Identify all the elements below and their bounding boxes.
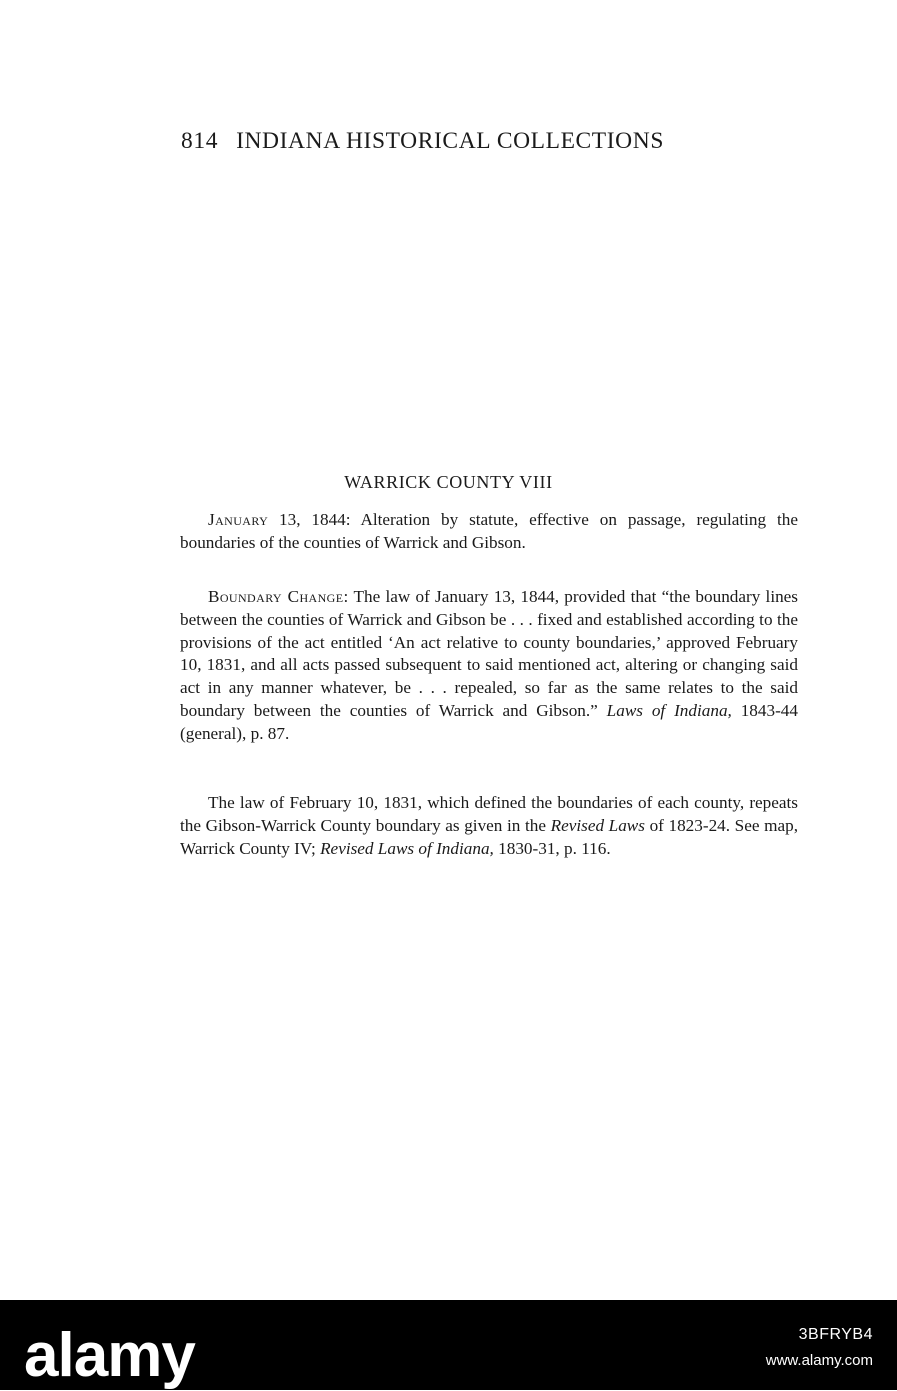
paragraph-text: 1843-44 (general), p. 87. xyxy=(180,700,798,743)
watermark-footer xyxy=(0,1300,897,1390)
section-title: WARRICK COUNTY VIII xyxy=(344,472,553,492)
citation-italic: Revised Laws of Indiana, xyxy=(320,838,494,858)
paragraph-date-entry xyxy=(180,509,798,555)
date-lead: January xyxy=(208,510,269,529)
brand-logo: alamy xyxy=(24,1321,195,1390)
paragraph-text: 1830-31, p. 116. xyxy=(493,838,611,858)
boundary-change-lead: Boundary Change: xyxy=(208,587,349,606)
stock-id: 3BFRYB4 xyxy=(798,1326,873,1343)
citation-italic: Revised Laws xyxy=(550,815,645,835)
citation-italic: Laws of Indiana, xyxy=(606,700,732,720)
paragraph-law-1831 xyxy=(180,792,798,860)
page-number: 814 xyxy=(181,128,219,154)
running-title: INDIANA HISTORICAL COLLECTIONS xyxy=(236,128,664,154)
paragraph-text: The law of January 13, 1844, provided that “the boundary lines between the counties of Warrick and Gibson be . . . fixed and established according to the provisions of the act entitled ‘An act relative to county boundaries,’ approved February 10, 1831, and all acts passed subsequent to said mentioned act, altering or changing said act in any manner whatever, be . . . repealed, so far as the same relates to the said boundary between the counties of Warrick and Gibson.” xyxy=(180,587,798,720)
running-head xyxy=(181,128,741,155)
paragraph-text: of 1823-24. See map, Warrick County IV; xyxy=(180,815,799,858)
paragraph-boundary-change xyxy=(180,586,798,746)
date-lead-rest: 13, 1844: xyxy=(268,510,361,529)
stock-url: www.alamy.com xyxy=(765,1352,873,1369)
paragraph-text: Alteration by statute, effective on passage, regulating the boundaries of the counties of Warrick and Gibson. xyxy=(180,510,798,552)
paragraph-text: The law of February 10, 1831, which defined the boundaries of each county, repeats the Gibson-Warrick County boundary as given in the xyxy=(180,793,798,835)
